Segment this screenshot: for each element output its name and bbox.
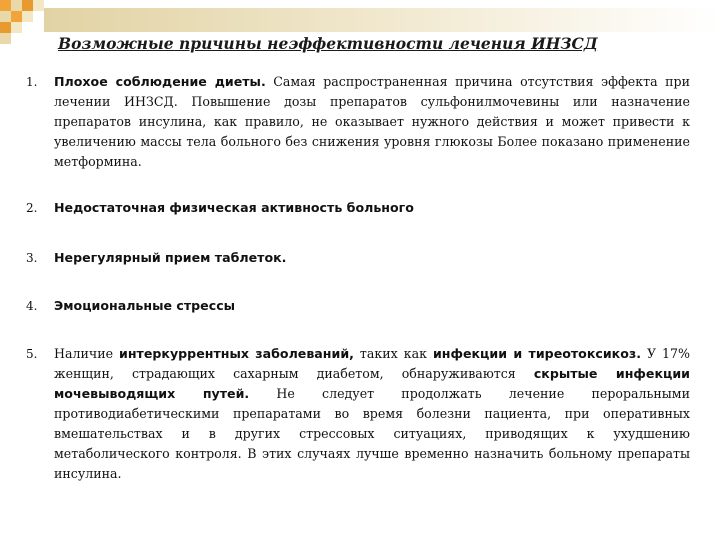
item-body-text: Наличие	[54, 346, 120, 361]
item-number: 2.	[26, 201, 38, 215]
page-title: Возможные причины неэффективности лечения ИНЗСД	[58, 34, 598, 53]
item-bold-text: интеркуррентных заболеваний,	[119, 346, 354, 361]
item-body-text: Самая распространенная причина отсутствия эффекта при лечении ИНЗСД. Повышение дозы препаратов сульфонилмочевины или назначение препаратов инсулина, как правило, не оказывает нужного действия и может привести к увеличению массы тела больного без снижения уровня глюкозы Более показано применение метформина.	[54, 74, 690, 169]
deco-square	[0, 22, 11, 33]
deco-square	[11, 22, 22, 33]
item-number: 5.	[26, 347, 38, 361]
item-bold-text: Недостаточная физическая активность больного	[54, 200, 414, 215]
item-body-text: Не следует продолжать лечение пероральными противодиабетическими препаратами во время болезни пациента, при оперативных вмешательствах и в других стрессовых ситуациях, приводящих к ухудшению метаболического контроля. В этих случаях лучше временно назначить больному препараты инсулина.	[54, 386, 690, 481]
deco-square	[22, 11, 33, 22]
deco-square	[11, 0, 22, 11]
list-item	[26, 198, 690, 218]
item-bold-text: Нерегулярный прием таблеток.	[54, 250, 287, 265]
deco-square	[0, 0, 11, 11]
item-bold-text: скрытые инфекции мочевыводящих путей.	[54, 366, 690, 401]
list-item	[26, 248, 690, 268]
item-text	[54, 198, 690, 218]
decorative-squares	[0, 0, 44, 44]
item-bold-text: Плохое соблюдение диеты.	[54, 74, 266, 89]
item-bold-text: инфекции и тиреотоксикоз.	[432, 346, 641, 361]
deco-square	[11, 11, 22, 22]
deco-square	[0, 33, 11, 44]
item-number: 1.	[26, 75, 38, 89]
item-text	[54, 72, 690, 172]
list-item	[26, 296, 690, 316]
list-item	[26, 72, 690, 172]
item-number: 4.	[26, 299, 38, 313]
item-body-text: У 17% женщин, страдающих сахарным диабетом, обнаруживаются	[54, 346, 691, 381]
deco-square	[0, 11, 11, 22]
header-gradient-bar	[44, 8, 720, 32]
item-bold-text: Эмоциональные стрессы	[54, 298, 236, 313]
item-text	[54, 344, 690, 484]
item-body-text: таких как	[353, 346, 433, 361]
deco-square	[22, 0, 33, 11]
item-number: 3.	[26, 251, 38, 265]
item-text	[54, 296, 690, 316]
list-item	[26, 344, 690, 484]
item-text	[54, 248, 690, 268]
deco-square	[33, 0, 44, 11]
